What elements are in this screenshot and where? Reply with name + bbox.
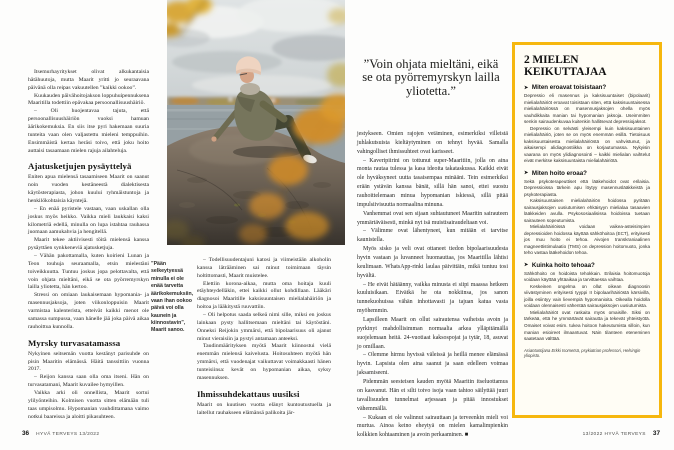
pull-quote: ”Voin ohjata mieltäni, eikä se ota pyörremyrskyn lailla yliotetta.” [362,57,500,98]
section-heading: Ajatusketjujen pysäyttelyä [28,161,132,172]
body-paragraph: Itsemurhayritykset olivat alkukantaisia hätähuutoja, mutta Maarit yritti jo seuraavana päivänä olla reipas vakuutellen ”kaikki ookoo”. [28,69,149,91]
arrow-bullet-icon: ➤ [524,170,529,177]
body-paragraph: Maarit tekee aktiivisesti töitä mielensä kanssa pysäyttäen synkkeneviä ajatusketjuja. [28,237,149,252]
page-number-right: 37 [652,430,660,437]
body-paragraph: – Kaveripiirini on tottunut super-Maaritiin, jolla on aina monta rautaa tulessa ja kasa ideoita takataskussa. Kaikki eivät ole hyväksyneet uutta tasaisempaa minääni. Tein esimerkiksi erään ystävän kanssa bänät, sillä hän sanoi, ettei suostu rauhoittelemaan minua hypomanian iskiessä, sillä pitää impulsiivisuutta normaalina minuna. [357,157,508,208]
body-paragraph: – En enää pyristele vastaan, vaan uskallan olla joskus myös heikko. Vaikka mieli laukkaisi kaksi kilometriä edellä, minulla on lupa istahtaa rauhassa juomaan aamukahvia ja hengitellä. [28,205,149,236]
fact-paragraph: Sekä psykoterapeuttiset että lääkehoidot ovat erilaisia. Depressioissa tärkein apu löytyy masennuslääkkeistä ja psykoterapiasta. [524,178,650,197]
fact-paragraph: Depressio eli masennus ja kaksisuuntaiset (bipolaarit) mielialahäiriöt eroavat toisistaan siten, että kaksisuuntaisessa mielialahäiriössä on masennusjaksojen ohella myös vauhdikkaita manian tai hypomanian jaksoja. Useimmiten senkin sairaudenkuvaa kuitenkin hallitsevat depressiojaksot. [524,93,650,125]
body-paragraph: – Oli huojentavaa tajuta, että persoonallisuushäiriön vuoksi hamuan äärikokemuksia. En siis itse pyri hakemaan suuria tunteita vaan olen valjastettu mieleni temppuihin. Ensimmäistä kertaa heräsi toivo, että joku hoito auttaisi tasaamaan mielen rajuja ailahteluja. [28,108,149,154]
column-1 [28,69,149,421]
right-page-footer [583,430,660,437]
section-heading: Myrsky turvasatamassa [28,337,121,348]
photo-image [167,0,345,245]
body-paragraph: Vaikka arki oli onnellista, Maarit sortui ylilyönteihin. Kolmisen vuotta sitten elämään tuli taas umpisolmu. Hypomanian vauhdittamana vaimo notkui baareissa ja aloitti pikasuhteen. [28,389,149,420]
body-paragraph: Lapsilleen Maarit on ollut sairautensa vaiheista avoin ja pyrkinyt mahdollisimman normaalia arkea ylläpitämällä suojelemaan heitä. 24-vuotiaat kaksospojat ja tytär, 18, asuvat jo omillaan. [357,317,508,350]
left-page-footer [22,430,99,437]
body-paragraph: Stressi on omiaan laukaisemaan hypomania- ja masennusjaksoja, joten viikonloppuisin Maarit varmistaa kalenterista, etteivät kaikki menot ole samassa sumpussa, vaan hänelle jää joka päivä aikaa rauhoittua kunnolla. [28,292,149,330]
body-paragraph: – Vähän pakottamalla, kuten koirieni Lunan ja Teon touhuja seuraamalla, etsin mielestäni toiveikkuutta. Tuntuu joskus jopa pelottavalta, että voin ohjata mieltäni, eikä se ota pyörremyrskyn lailla yliotetta, hän kertoo. [28,253,149,291]
body-paragraph: – Kukaan ei ole valinnut sairauttaan ja terveenkin mieli voi murtua. Ainoa keino eheytyä on mielen kamalimpienkin kolkkien kohtaaminen ja avoin perkaaminen. ■ [357,414,508,439]
fact-question: ➤ Miten hoito eroaa? [524,169,587,177]
body-paragraph: Elettiin korona-aikaa, mutta oma hoitaja kuuli etäyhteydelläkin, ettei kaikki ollut kohdillaan. Lääkäri diagnosoi Maaritille kaksisuuntaisen mielialahäiriön ja hoitoa ja lääkitystä ruuvattiin. [197,280,331,311]
fact-paragraph: Mielialahäiriöissä voidaan vaikea-asteisimpien depressioiden hoidossa käyttää sähköhoitoa (ECT), erityisesti jos muu hoito ei tehoa. Aivojen transkraniaalinen magneettistimulaatio (TMS) on depression hoitomuoto, jonka teho vastaa lääkehoidon tehoa. [524,224,650,256]
magazine-name-left: HYVÄ TERVEYS 13/2022 [36,432,100,437]
body-paragraph: Vanhemmat ovat sen sijaan suhtautuneet Maaritin sairauteen ymmärtäväisesti, minkä nyt isä muistisairaudeltaan voi. [357,210,508,226]
photo-maarit-on-rocks [167,0,345,245]
body-paragraph: – Olemme hirmu hyvissä väleissä ja heillä menee elämässä hyvin. Lapsista olen aina saanut ja saan edelleen voimaa jaksamiseeni. [357,352,508,377]
photo-caption: ”Pään selkeytyessä minulla ei ole enää tarvetta äärikokemuksiin, vaan ihan ookoo päivä voi olla kaunein ja kiinnostavin”, Maarit sanoo. [151,261,194,334]
column-2 [197,257,331,417]
fact-question: ➤ Miten eroavat toisistaan? [524,84,607,91]
magazine-name-right: 13/2022 HYVÄ TERVEYS [582,432,646,437]
arrow-bullet-icon: ➤ [524,262,529,269]
body-paragraph: Nykyinen seitsemän vuotta kestänyt parisuhde on pisin Maaritin elämässä. Häitä tanssittiin vuonna 2017. [28,350,149,373]
column-3 [357,130,508,440]
arrow-bullet-icon: ➤ [524,84,529,91]
fact-box-sections [524,84,650,343]
section-heading: Ihmissuhdekattaus uusiksi [197,388,300,399]
body-paragraph: Myös sisko ja veli ovat ottaneet tiedon bipolaarisuudesta hyvin vastaan ja luvanneet huomauttaa, jos Maaritilla lähtisi keulimaan. WhatsApp-rinki laulaa päivittäin, mikä tuntuu tosi hyvältä. [357,246,508,279]
body-paragraph: – He eivät hätäänny, vaikka minusta ei siipi maassa hetkeen kuuluisikaan. Eivätkä he ota nokkiinsa, jos sanon tunnekuohuissa vähän inhottavasti ja tajuan katua vasta myöhemmin. [357,281,508,315]
body-paragraph: Kuukauden päivähoitojakson loppuhuipennuksena Maaritilla todettiin epävakaa persoonallisuushäiriö. [28,92,149,107]
fact-paragraph: Keskeinen ongelma on ollut oikean diagnoosin viivästyminen erityisesti tyyppi II bipolaarihäiriöstä kärsivillä, joilla esiintyy vain lievempiä hypomanioita. Oikealla hoidolla voidaan olennaisesti vähentää sairausjaksojen uusiutumista. [524,283,650,309]
body-paragraph: Eniten apua mielensä tasaamiseen Maarit on saanut noin vuoden kestäneestä dialektisesta käytösterapiasta, johon kuului ryhmäistuntoja ja henkilökohtaisia käyntejä. [28,174,149,205]
body-paragraph: jestykseen. Omien rajojen vetäminen, esimerkiksi villeistä juhlakutsuista kieltäytyminen on tehnyt hyvää. Samalla vahingolliset ihmissuhteet ovat karisseet. [357,131,508,155]
fact-question: ➤ Kuinka hoito tehoaa? [524,261,595,269]
fact-box [512,42,662,418]
body-paragraph: Taudinmäärityksen myötä Maarit kiinnostui vielä enemmän mielensä kaivelusta. Hoitosuhteen myötä hän ymmärsi, että vuodenajat vaikuttavat voimakkaasti hänen tunteisiinsa: kevät on hypomanian aikaa, syksy masennuksen. [197,343,331,381]
fact-paragraph: Mielialahäiriöt ovat raskaita myös omaisille. Siksi on tärkeää, että he ymmärtävät sairautta ja tekevät yhteistyötä. Omaiset voivat esim. tukea hoitoon hakeutumista silloin, kun manian esioireet ilmaantuvat. Näin tilanteen eteneminen saatetaan välttää. [524,309,650,342]
body-paragraph: – Välimme ovat lähentyneet, kun mitään ei tarvitse kaunistella. [357,228,508,244]
body-paragraph: Pidemmän seesteisen kauden myötä Maaritin itseluottamus on kasvanut. Hän ei silti toivo isoja vaan tahtoo säilyttää juuri tavallisuuden tunnelmat arjessaan ja pitää innostukset vähemmällä. [357,379,508,412]
expert-credit: Asiantuntijana Erkki Isometsä, psykiatrian professori, Helsingin yliopisto. [524,347,641,359]
body-paragraph: – Todellisuudentajuni katosi ja viimeistään alkoholin kanssa läträäminen sai minut toimimaan täysin holtittomasti, Maarit muistelee. [197,257,331,279]
fact-box-title: 2 MIELEN KEIKUTTAJAA [524,54,607,78]
body-paragraph: – Reijon kanssa saan olla oma itseni. Hän on turvasatamani, Maarit kuvailee hymyillen. [28,374,149,389]
page-number-left: 36 [22,430,30,437]
body-paragraph: – Oli helpotus saada selkeä nimi sille, miksi en joskus lainkaan pysty hallitsemaan mieltäni tai käytöstäni. Onneksi Reijokin ymmärsi, että bipolaarisuus oli ajanut minut vieraisiin ja pystyi antamaan anteeksi. [197,312,331,342]
body-paragraph: Maarit on kuutisen vuotta elänyt kuntoutustuella ja laitellut rauhakseen elämänsä palikoita jär- [197,401,331,416]
fact-paragraph: Depressio on selvästi yleisempi kuin kaksisuuntainen mielialahäiriö, joten se on myös enemmän esillä. Tietoisuus kaksisuuntaisesta mielialahäiriöstä on vahvistunut, ja aikaisempi alidiagnostiikka on korjautumassa. Nykyisin vaarana on myös ylidiagnosointi – kaikki mielialan vaihtelut eivät merkitse kaksisuuntaista mielialahäiriötä. [524,125,650,164]
fact-paragraph: Kaksisuuntaisen mielialahäiriön hoidossa pyritään sairausjaksojen uusiutumisen ehkäisyyn mielialaa tasaavien lääkkeiden avulla. Psykososiaalisissa hoidoissa tuetaan sairauteen sopeutumista. [524,198,650,223]
fact-paragraph: Sähköhoito on hoidoista tehokkain. Erilaisia hoitomuotoja voidaan käyttää yhtäaikaa ja tarvittaessa vaihtaa. [524,270,650,283]
